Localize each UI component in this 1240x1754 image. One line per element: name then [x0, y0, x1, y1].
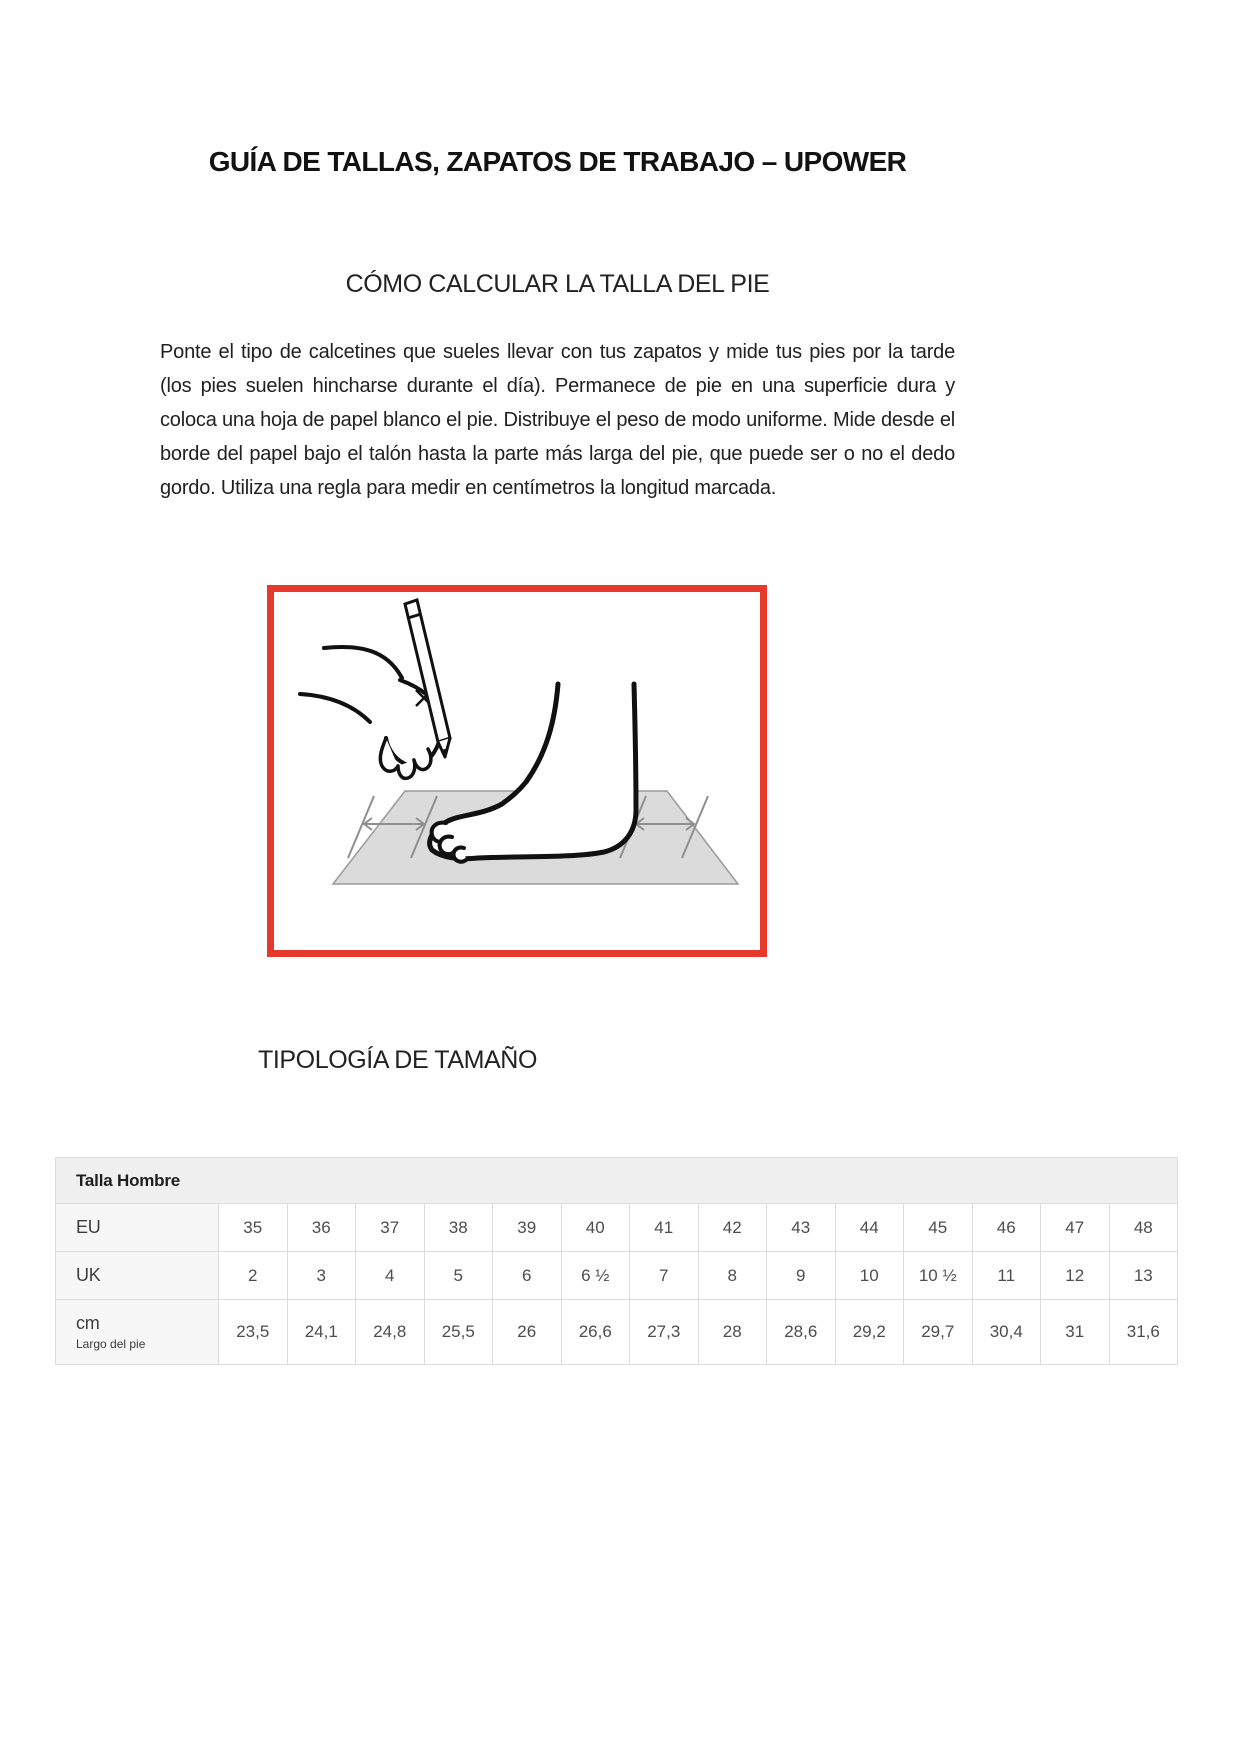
section-heading-how-to-measure: CÓMO CALCULAR LA TALLA DEL PIE: [345, 270, 770, 298]
measuring-instructions-paragraph: Ponte el tipo de calcetines que sueles llevar con tus zapatos y mide tus pies por la tarde (los pies suelen hincharse durante el día). Permanece de pie en una superficie dura y coloca una hoja de papel blanco el pie. Distribuye el peso de modo uniforme. Mide desde el borde del papel bajo el talón hasta la parte más larga del pie, que puede ser o no el dedo gordo. Utiliza una regla para medir en centímetros la longitud marcada.: [160, 341, 955, 499]
size-value-cell: 23,5: [219, 1300, 288, 1365]
size-table: [55, 1157, 1178, 1365]
size-value-cell: 30,4: [972, 1300, 1041, 1365]
size-table-container: [55, 1157, 1178, 1365]
size-value-cell: 31: [1041, 1300, 1110, 1365]
row-sublabel: Largo del pie: [76, 1337, 146, 1351]
document-body: [160, 0, 955, 957]
row-label: UK: [56, 1252, 219, 1300]
row-label: EU: [56, 1204, 219, 1252]
size-value-cell: 6 ½: [561, 1252, 630, 1300]
size-value-cell: 41: [630, 1204, 699, 1252]
size-value-cell: 45: [904, 1204, 973, 1252]
page-title: GUÍA DE TALLAS, ZAPATOS DE TRABAJO – UPOWER: [208, 146, 907, 177]
size-value-cell: 12: [1041, 1252, 1110, 1300]
size-value-cell: 26,6: [561, 1300, 630, 1365]
table-title: Talla Hombre: [56, 1158, 1178, 1204]
size-table-row: [56, 1204, 1178, 1252]
size-table-row: [56, 1300, 1178, 1365]
size-value-cell: 38: [424, 1204, 493, 1252]
size-value-cell: 24,8: [356, 1300, 425, 1365]
hand-with-pencil-icon: [300, 600, 450, 778]
size-value-cell: 31,6: [1109, 1300, 1178, 1365]
size-value-cell: 29,7: [904, 1300, 973, 1365]
size-value-cell: 47: [1041, 1204, 1110, 1252]
size-value-cell: 3: [287, 1252, 356, 1300]
size-value-cell: 9: [767, 1252, 836, 1300]
size-value-cell: 36: [287, 1204, 356, 1252]
size-value-cell: 10: [835, 1252, 904, 1300]
section-heading-size-typology: TIPOLOGÍA DE TAMAÑO: [257, 1046, 538, 1074]
size-value-cell: 27,3: [630, 1300, 699, 1365]
size-value-cell: 28: [698, 1300, 767, 1365]
size-value-cell: 5: [424, 1252, 493, 1300]
size-value-cell: 28,6: [767, 1300, 836, 1365]
size-value-cell: 11: [972, 1252, 1041, 1300]
size-value-cell: 7: [630, 1252, 699, 1300]
size-value-cell: 43: [767, 1204, 836, 1252]
size-value-cell: 25,5: [424, 1300, 493, 1365]
size-value-cell: 48: [1109, 1204, 1178, 1252]
foot-outline: [430, 684, 636, 859]
size-value-cell: 35: [219, 1204, 288, 1252]
size-value-cell: 24,1: [287, 1300, 356, 1365]
size-value-cell: 6: [493, 1252, 562, 1300]
row-label: cm Largo del pie: [56, 1300, 219, 1365]
size-value-cell: 39: [493, 1204, 562, 1252]
size-value-cell: 44: [835, 1204, 904, 1252]
size-value-cell: 10 ½: [904, 1252, 973, 1300]
size-value-cell: 4: [356, 1252, 425, 1300]
size-value-cell: 29,2: [835, 1300, 904, 1365]
size-value-cell: 8: [698, 1252, 767, 1300]
size-value-cell: 2: [219, 1252, 288, 1300]
size-value-cell: 40: [561, 1204, 630, 1252]
size-value-cell: 42: [698, 1204, 767, 1252]
size-value-cell: 13: [1109, 1252, 1178, 1300]
table-title-row: [56, 1158, 1178, 1204]
size-value-cell: 46: [972, 1204, 1041, 1252]
foot-measuring-figure: [267, 585, 767, 957]
foot-measuring-illustration: [274, 592, 760, 950]
size-table-row: [56, 1252, 1178, 1300]
size-value-cell: 37: [356, 1204, 425, 1252]
size-value-cell: 26: [493, 1300, 562, 1365]
